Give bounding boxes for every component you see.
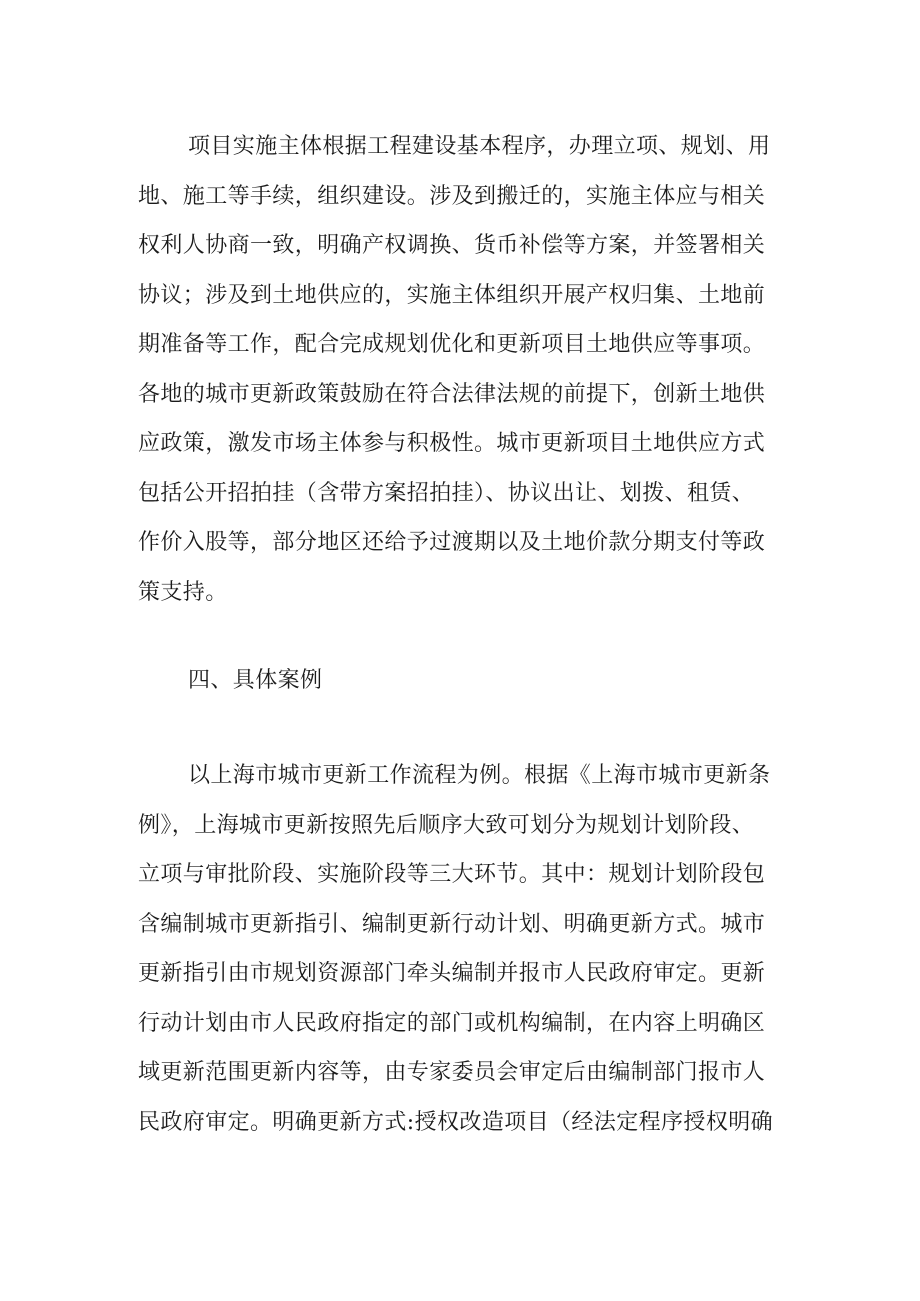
paragraph-line: 期准备等工作，配合完成规划优化和更新项目土地供应等事项。 bbox=[138, 332, 766, 357]
paragraph-line: 项目实施主体根据工程建设基本程序，办理立项、规划、用 bbox=[188, 134, 771, 159]
paragraph-line: 权利人协商一致，明确产权调换、货币补偿等方案，并签署相关 bbox=[138, 233, 766, 258]
paragraph-line: 作价入股等，部分地区还给予过渡期以及土地价款分期支付等政 bbox=[138, 530, 766, 555]
paragraph-line: 策支持。 bbox=[138, 579, 228, 605]
paragraph-line: 立项与审批阶段、实施阶段等三大环节。其中：规划计划阶段包 bbox=[138, 862, 766, 887]
section-heading-block bbox=[138, 656, 798, 706]
paragraph-line: 应政策，激发市场主体参与积极性。城市更新项目土地供应方式 bbox=[138, 431, 766, 456]
paragraph-line: 地、施工等手续，组织建设。涉及到搬迁的，实施主体应与相关 bbox=[138, 183, 766, 209]
paragraph-line: 以上海市城市更新工作流程为例。根据《上海市城市更新条 bbox=[188, 763, 771, 788]
section-heading: 四、具体案例 bbox=[188, 668, 323, 693]
paragraph-line: 行动计划由市人民政府指定的部门或机构编制，在内容上明确区 bbox=[138, 1010, 766, 1036]
paragraph-line: 包括公开招拍挂（含带方案招拍挂）、协议出让、划拨、租赁、 bbox=[138, 480, 755, 506]
paragraph-line: 含编制城市更新指引、编制更新行动计划、明确更新方式。城市 bbox=[138, 911, 766, 937]
paragraph-line: 各地的城市更新政策鼓励在符合法律法规的前提下，创新土地供 bbox=[138, 381, 766, 407]
paragraph-shanghai-case bbox=[138, 751, 798, 1147]
paragraph-line: 例》，上海城市更新按照先后顺序大致可划分为规划计划阶段、 bbox=[138, 812, 755, 838]
paragraph-line: 域更新范围更新内容等，由专家委员会审定后由编制部门报市人 bbox=[138, 1060, 766, 1085]
paragraph-land-supply bbox=[138, 122, 798, 617]
paragraph-line: 更新指引由市规划资源部门牵头编制并报市人民政府审定。更新 bbox=[138, 961, 766, 986]
paragraph-line: 协议；涉及到土地供应的，实施主体组织开展产权归集、土地前 bbox=[138, 282, 766, 308]
paragraph-line: 民政府审定。明确更新方式:授权改造项目（经法定程序授权明确 bbox=[138, 1109, 774, 1135]
